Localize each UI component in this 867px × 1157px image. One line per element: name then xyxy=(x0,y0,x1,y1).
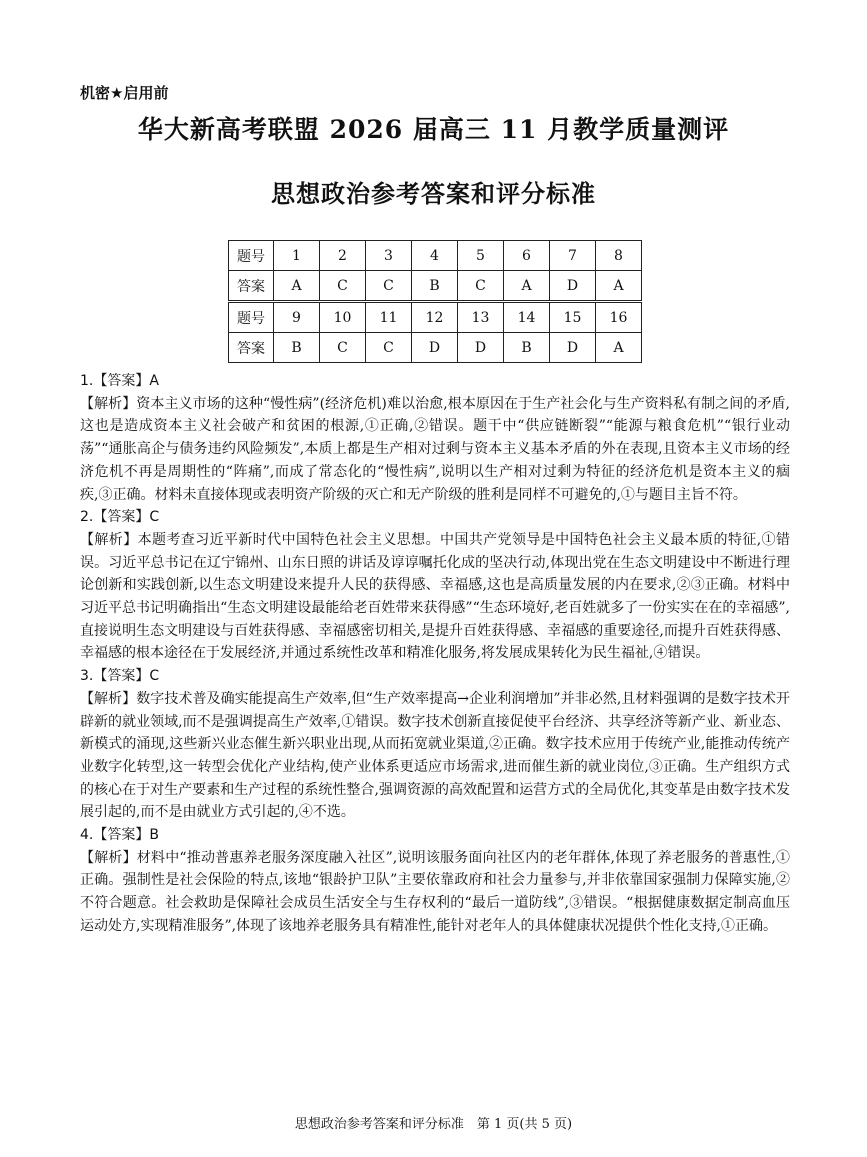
table-cell: 4 xyxy=(412,241,458,271)
answer-table xyxy=(228,240,642,363)
table-cell: A xyxy=(504,271,550,302)
question-answer-heading: 4.【答案】B xyxy=(80,827,159,844)
table-cell: C xyxy=(366,271,412,302)
table-cell: 9 xyxy=(274,302,320,333)
confidential-label: 机密★启用前 xyxy=(80,84,169,102)
table-cell: 14 xyxy=(504,302,550,333)
table-cell: D xyxy=(412,333,458,363)
question-answer-heading: 2.【答案】C xyxy=(80,509,160,526)
question-analysis: 【解析】本题考查习近平新时代中国特色社会主义思想。中国共产党领导是中国特色社会主义最本质的特征,①错误。习近平总书记在辽宁锦州、山东日照的讲话及谆谆嘱托化成的坚决行动,体现出党在生态文明建设中不断进行理论创新和实践创新,以生态文明建设来提升人民的获得感、幸福感,这也是高质量发展的内在要求,②③正确。材料中习近平总书记明确指出“生态文明建设最能给老百姓带来获得感”“生态环境好,老百姓就多了一份实实在在的幸福感”,直接说明生态文明建设与百姓获得感、幸福感密切相关,是提升百姓获得感、幸福感的重要途径,而提升百姓获得感、幸福感的根本途径在于发展经济,并通过系统性改革和精准化服务,将发展成果转化为民生福祉,④错误。 xyxy=(80,531,790,662)
table-row xyxy=(229,333,642,363)
row-label: 题号 xyxy=(229,302,274,333)
table-row xyxy=(229,302,642,333)
question-analysis: 【解析】资本主义市场的这种“慢性病”(经济危机)难以治愈,根本原因在于生产社会化与生产资料私有制之间的矛盾,这也是造成资本主义社会破产和贫困的根源,①正确,②错误。题干中“供应链断裂”“能源与粮食危机”“银行业动荡”“通胀高企与债务违约风险频发”,本质上都是生产相对过剩与资本主义基本矛盾的外在表现,且资本主义市场的经济危机不再是周期性的“阵痛”,而成了常态化的“慢性病”,说明以生产相对过剩为特征的经济危机是资本主义的痼疾,③正确。材料未直接体现或表明资产阶级的灭亡和无产阶级的胜利是同样不可避免的,①与题目主旨不符。 xyxy=(80,395,790,503)
table-cell: 2 xyxy=(320,241,366,271)
table-cell: D xyxy=(550,333,596,363)
table-cell: D xyxy=(550,271,596,302)
table-cell: 11 xyxy=(366,302,412,333)
table-cell: B xyxy=(504,333,550,363)
question-analysis: 【解析】数字技术普及确实能提高生产效率,但“生产效率提高→企业利润增加”并非必然,且材料强调的是数字技术开辟新的就业领域,而不是强调提高生产效率,①错误。数字技术创新直接促使平台经济、共享经济等新产业、新业态、新模式的涌现,这些新兴业态催生新兴职业出现,从而拓宽就业渠道,②正确。数字技术应用于传统产业,能推动传统产业数字化转型,这一转型会优化产业结构,使产业体系更适应市场需求,进而催生新的就业岗位,③正确。生产组织方式的核心在于对生产要素和生产过程的系统性整合,强调资源的高效配置和运营方式的全局优化,其变革是由数字技术发展引起的,而不是由就业方式引起的,④不选。 xyxy=(80,690,790,821)
table-cell: 12 xyxy=(412,302,458,333)
page-footer: 思想政治参考答案和评分标准 第 1 页(共 5 页) xyxy=(294,1117,573,1132)
table-row xyxy=(229,241,642,271)
question-analysis: 【解析】材料中“推动普惠养老服务深度融入社区”,说明该服务面向社区内的老年群体,体现了养老服务的普惠性,①正确。强制性是社会保险的特点,该地“银龄护卫队”主要依靠政府和社会力量参与,并非依靠国家强制力保障实施,②不符合题意。社会救助是保障社会成员生活安全与生存权利的“最后一道防线”,③错误。“根据健康数据定制高血压运动处方,实现精准服务”,体现了该地养老服务具有精准性,能针对老年人的具体健康状况提供个性化支持,①正确。 xyxy=(80,849,790,934)
table-cell: B xyxy=(412,271,458,302)
table-cell: C xyxy=(320,271,366,302)
table-cell: C xyxy=(366,333,412,363)
document-subtitle: 思想政治参考答案和评分标准 xyxy=(271,180,596,208)
table-cell: 8 xyxy=(596,241,642,271)
table-cell: 3 xyxy=(366,241,412,271)
table-cell: A xyxy=(596,333,642,363)
row-label: 答案 xyxy=(229,271,274,302)
question-answer-heading: 3.【答案】C xyxy=(80,668,160,685)
answer-explanations xyxy=(80,370,790,938)
question-answer-heading: 1.【答案】A xyxy=(80,373,159,389)
table-cell: 10 xyxy=(320,302,366,333)
table-cell: 5 xyxy=(458,241,504,271)
table-cell: 6 xyxy=(504,241,550,271)
table-cell: 13 xyxy=(458,302,504,333)
table-cell: 15 xyxy=(550,302,596,333)
table-cell: B xyxy=(274,333,320,363)
exam-title: 华大新高考联盟 2026 届高三 11 月教学质量测评 xyxy=(137,115,730,144)
table-row xyxy=(229,271,642,302)
table-cell: C xyxy=(458,271,504,302)
row-label: 答案 xyxy=(229,333,274,363)
table-cell: 1 xyxy=(274,241,320,271)
table-cell: 16 xyxy=(596,302,642,333)
table-cell: A xyxy=(274,271,320,302)
row-label: 题号 xyxy=(229,241,274,271)
table-cell: D xyxy=(458,333,504,363)
table-cell: A xyxy=(596,271,642,302)
table-cell: C xyxy=(320,333,366,363)
table-cell: 7 xyxy=(550,241,596,271)
